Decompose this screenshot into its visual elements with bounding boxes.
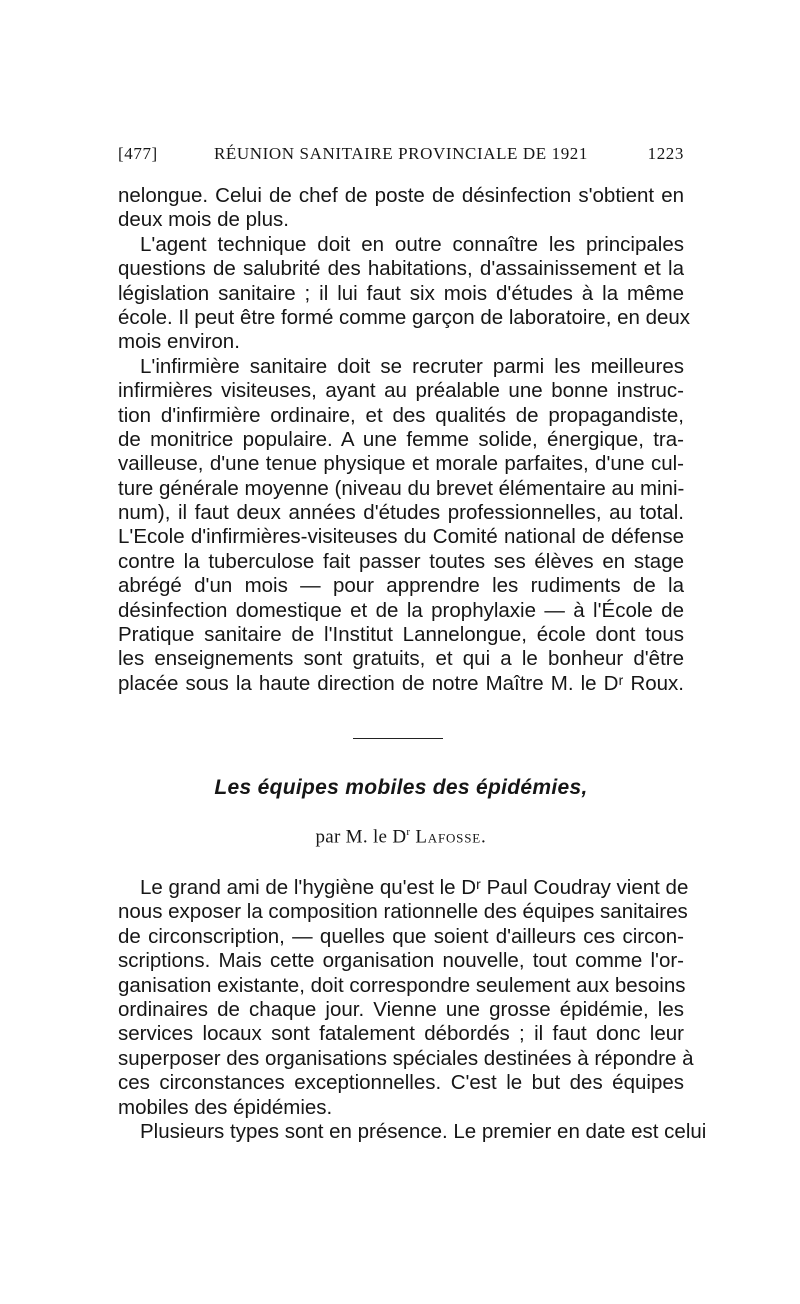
body-text-block-2 xyxy=(118,876,707,1144)
text-line: scriptions. Mais cette organisation nouvelle, tout comme l'or- xyxy=(118,949,684,973)
text-line: L'infirmière sanitaire doit se recruter parmi les meilleures xyxy=(140,354,684,378)
text-line: tion d'infirmière ordinaire, et des qualités de propagandiste, xyxy=(118,403,684,427)
byline xyxy=(118,826,684,848)
text-line: abrégé d'un mois — pour apprendre les rudiments de la xyxy=(118,574,684,598)
body-text-block-1 xyxy=(118,184,691,696)
byline-superscript: r xyxy=(406,826,411,838)
page-number: 1223 xyxy=(647,144,684,163)
text-line: mobiles des épidémies. xyxy=(118,1095,333,1119)
text-line: de circonscription, — quelles que soient d'ailleurs ces circon- xyxy=(118,924,684,948)
text-line: placée sous la haute direction de notre Maître M. le Dʳ Roux. xyxy=(118,671,684,695)
text-line: Le grand ami de l'hygiène qu'est le Dʳ Paul Coudray vient de xyxy=(140,876,689,899)
text-line: législation sanitaire ; il lui faut six mois d'études à la même xyxy=(118,281,684,305)
section-divider-rule xyxy=(353,738,443,739)
text-line: contre la tuberculose fait passer toutes ses élèves en stage xyxy=(118,549,684,573)
running-head xyxy=(118,144,684,168)
text-line: services locaux sont fatalement débordés ; il faut donc leur xyxy=(118,1022,684,1046)
byline-prefix: par M. le D xyxy=(315,826,407,848)
running-head-bracket-number: [477] xyxy=(118,144,158,163)
text-line: deux mois de plus. xyxy=(118,208,289,232)
section-title: Les équipes mobiles des épidémies, xyxy=(214,776,588,799)
text-line: nelongue. Celui de chef de poste de désinfection s'obtient en xyxy=(118,184,684,207)
text-line: ganisation existante, doit correspondre seulement aux besoins xyxy=(118,973,686,997)
text-line: L'Ecole d'infirmières-visiteuses du Comité national de défense xyxy=(118,525,684,549)
text-line: désinfection domestique et de la prophylaxie — à l'École de xyxy=(118,598,684,622)
text-line: de monitrice populaire. A une femme solide, énergique, tra- xyxy=(118,427,684,451)
text-line: ces circonstances exceptionnelles. C'est le but des équipes xyxy=(118,1071,684,1095)
text-line: Pratique sanitaire de l'Institut Lannelongue, école dont tous xyxy=(118,623,684,647)
text-line: num), il faut deux années d'études professionnelles, au total. xyxy=(118,501,684,525)
text-line: L'agent technique doit en outre connaître les principales xyxy=(140,232,684,256)
text-line: vailleuse, d'une tenue physique et morale parfaites, d'une cul- xyxy=(118,452,684,476)
text-line: école. Il peut être formé comme garçon de laboratoire, en deux xyxy=(118,305,691,329)
byline-author: Lafosse. xyxy=(415,826,487,848)
text-line: les enseignements sont gratuits, et qui a le bonheur d'être xyxy=(118,647,684,671)
text-line: ordinaires de chaque jour. Vienne une grosse épidémie, les xyxy=(118,997,684,1021)
running-head-title: RÉUNION SANITAIRE PROVINCIALE DE 1921 xyxy=(213,144,589,163)
text-line: Plusieurs types sont en présence. Le premier en date est celui xyxy=(140,1119,707,1143)
text-line: infirmières visiteuses, ayant au préalable une bonne instruc- xyxy=(118,379,684,403)
text-line: superposer des organisations spéciales destinées à répondre à xyxy=(118,1046,694,1070)
text-line: mois environ. xyxy=(118,330,240,354)
text-line: questions de salubrité des habitations, d'assainissement et la xyxy=(118,257,684,281)
text-line: ture générale moyenne (niveau du brevet élémentaire au mini- xyxy=(118,476,685,500)
text-line: nous exposer la composition rationnelle des équipes sanitaires xyxy=(118,900,688,924)
